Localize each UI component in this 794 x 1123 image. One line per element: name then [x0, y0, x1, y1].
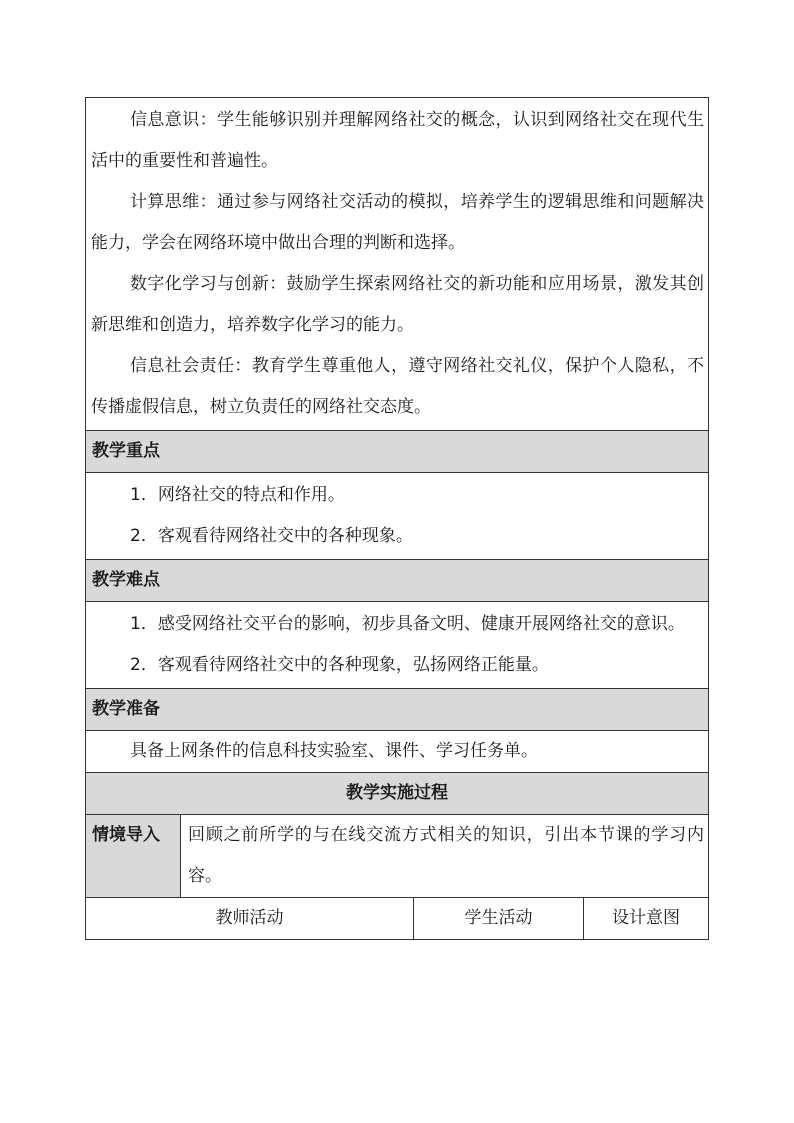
key-point-item: 2．客观看待网络社交中的各种现象。	[130, 526, 413, 546]
intro-text: 回顾之前所学的与在线交流方式相关的知识，引出本节课的学习内容。	[188, 825, 704, 886]
preparation-heading: 教学准备	[86, 689, 709, 731]
process-heading: 教学实施过程	[86, 773, 709, 815]
student-activity-column-header: 学生活动	[414, 898, 584, 940]
key-point-item: 1．网络社交的特点和作用。	[130, 485, 345, 505]
intro-label: 情境导入	[86, 815, 181, 898]
objective-paragraph: 数字化学习与创新：鼓励学生探索网络社交的新功能和应用场景，激发其创新思维和创造力，培养数字化学习的能力。	[91, 274, 704, 335]
difficulty-item: 1．感受网络社交平台的影响，初步具备文明、健康开展网络社交的意识。	[130, 614, 685, 634]
objectives-row	[86, 98, 709, 431]
lesson-plan-table	[85, 97, 709, 940]
key-points-heading: 教学重点	[86, 431, 709, 473]
difficulties-row	[86, 602, 709, 689]
design-intent-column-header: 设计意图	[584, 898, 709, 940]
difficulties-cell	[86, 602, 709, 689]
activity-columns-row	[86, 898, 709, 940]
preparation-cell	[86, 731, 709, 773]
difficulty-item: 2．客观看待网络社交中的各种现象，弘扬网络正能量。	[130, 655, 549, 675]
preparation-row	[86, 731, 709, 773]
key-points-cell	[86, 473, 709, 560]
intro-cell	[181, 815, 709, 898]
objective-paragraph: 计算思维：通过参与网络社交活动的模拟，培养学生的逻辑思维和问题解决能力，学会在网络环境中做出合理的判断和选择。	[91, 192, 704, 253]
preparation-text: 具备上网条件的信息科技实验室、课件、学习任务单。	[130, 741, 538, 761]
objective-paragraph: 信息意识：学生能够识别并理解网络社交的概念，认识到网络社交在现代生活中的重要性和普遍性。	[91, 110, 704, 171]
key-points-header-row	[86, 431, 709, 473]
preparation-header-row	[86, 689, 709, 731]
teacher-activity-column-header: 教师活动	[86, 898, 414, 940]
objective-paragraph: 信息社会责任：教育学生尊重他人，遵守网络社交礼仪，保护个人隐私，不传播虚假信息，树立负责任的网络社交态度。	[91, 356, 704, 417]
objectives-cell	[86, 98, 709, 431]
difficulties-heading: 教学难点	[86, 560, 709, 602]
intro-row	[86, 815, 709, 898]
key-points-row	[86, 473, 709, 560]
process-header-row	[86, 773, 709, 815]
difficulties-header-row	[86, 560, 709, 602]
